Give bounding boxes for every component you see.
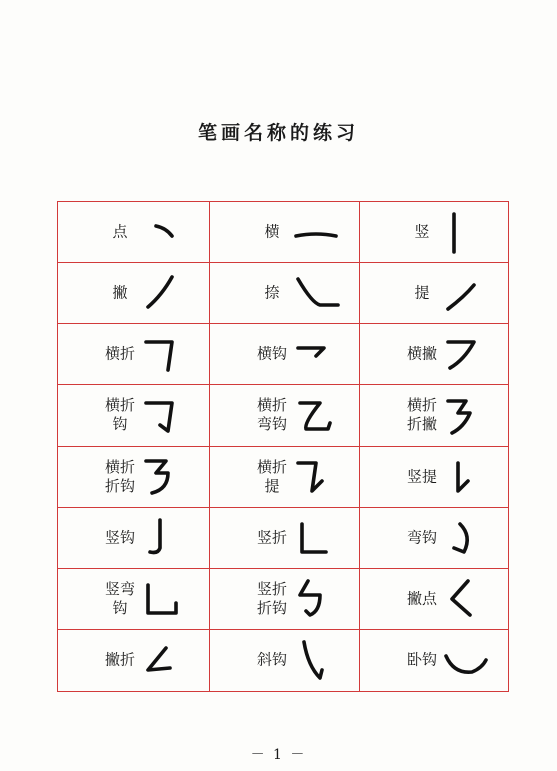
stroke-cell [210,569,360,630]
stroke-label: 横折 提 [256,457,287,495]
stroke-cell [210,324,360,385]
hengzhezhegou-stroke-icon [142,451,194,503]
stroke-cell [58,324,210,385]
stroke-cell [210,263,360,324]
hengzhezhepie-stroke-icon [444,389,496,441]
piedian-stroke-icon [444,573,496,625]
xiegou-stroke-icon [294,634,346,686]
stroke-cell [58,508,210,569]
stroke-cell [58,263,210,324]
stroke-label: 斜钩 [256,650,287,669]
stroke-label: 竖折 [256,528,287,547]
stroke-label: 竖折 折钩 [256,579,287,617]
heng-stroke-icon [294,206,346,258]
henggou-stroke-icon [294,328,346,380]
stroke-cell [58,630,210,691]
stroke-label: 横折 弯钩 [256,396,287,434]
stroke-cell [58,202,210,263]
stroke-cell [360,630,508,691]
page-title: 笔画名称的练习 [197,122,359,144]
stroke-cell [210,508,360,569]
stroke-cell [210,385,360,446]
stroke-cell [360,508,508,569]
shu-stroke-icon [444,206,496,258]
piezhe-stroke-icon [142,634,194,686]
stroke-label: 横折 钩 [104,396,135,434]
stroke-label: 横 [264,222,280,241]
stroke-label: 弯钩 [406,528,437,547]
shugou-stroke-icon [142,512,194,564]
hengpie-stroke-icon [444,328,496,380]
stroke-cell [58,447,210,508]
hengzheti-stroke-icon [294,451,346,503]
pie-stroke-icon [142,267,194,319]
stroke-cell [210,630,360,691]
hengzhewangou-stroke-icon [294,389,346,441]
stroke-cell [210,447,360,508]
stroke-cell [360,324,508,385]
stroke-cell [360,447,508,508]
stroke-label: 提 [414,283,430,302]
stroke-label: 点 [112,222,128,241]
stroke-label: 撇点 [406,589,437,608]
page-number: － 1 － [250,747,307,763]
hengzhe-stroke-icon [142,328,194,380]
stroke-label: 横折 折钩 [104,457,135,495]
shuzhezhegou-stroke-icon [294,573,346,625]
stroke-label: 竖提 [406,467,437,486]
stroke-label: 竖弯 钩 [104,579,135,617]
stroke-cell [58,385,210,446]
stroke-cell [58,569,210,630]
stroke-cell [360,385,508,446]
stroke-table [57,201,509,692]
shuwangou-stroke-icon [142,573,194,625]
hengzhegou-stroke-icon [142,389,194,441]
stroke-label: 竖钩 [104,528,135,547]
stroke-label: 横撇 [406,344,437,363]
stroke-label: 卧钩 [406,650,437,669]
stroke-label: 捺 [264,283,280,302]
stroke-label: 撇折 [104,650,135,669]
dian-stroke-icon [142,206,194,258]
wangou-stroke-icon [444,512,496,564]
stroke-cell [210,202,360,263]
stroke-label: 横折 折撇 [406,396,437,434]
stroke-label: 撇 [112,283,128,302]
stroke-label: 横折 [104,344,135,363]
stroke-label: 竖 [414,222,430,241]
ti-stroke-icon [444,267,496,319]
na-stroke-icon [294,267,346,319]
stroke-label: 横钩 [256,344,287,363]
wogou-stroke-icon [444,634,496,686]
shuzhe-stroke-icon [294,512,346,564]
shuti-stroke-icon [444,451,496,503]
stroke-cell [360,569,508,630]
stroke-cell [360,202,508,263]
stroke-cell [360,263,508,324]
